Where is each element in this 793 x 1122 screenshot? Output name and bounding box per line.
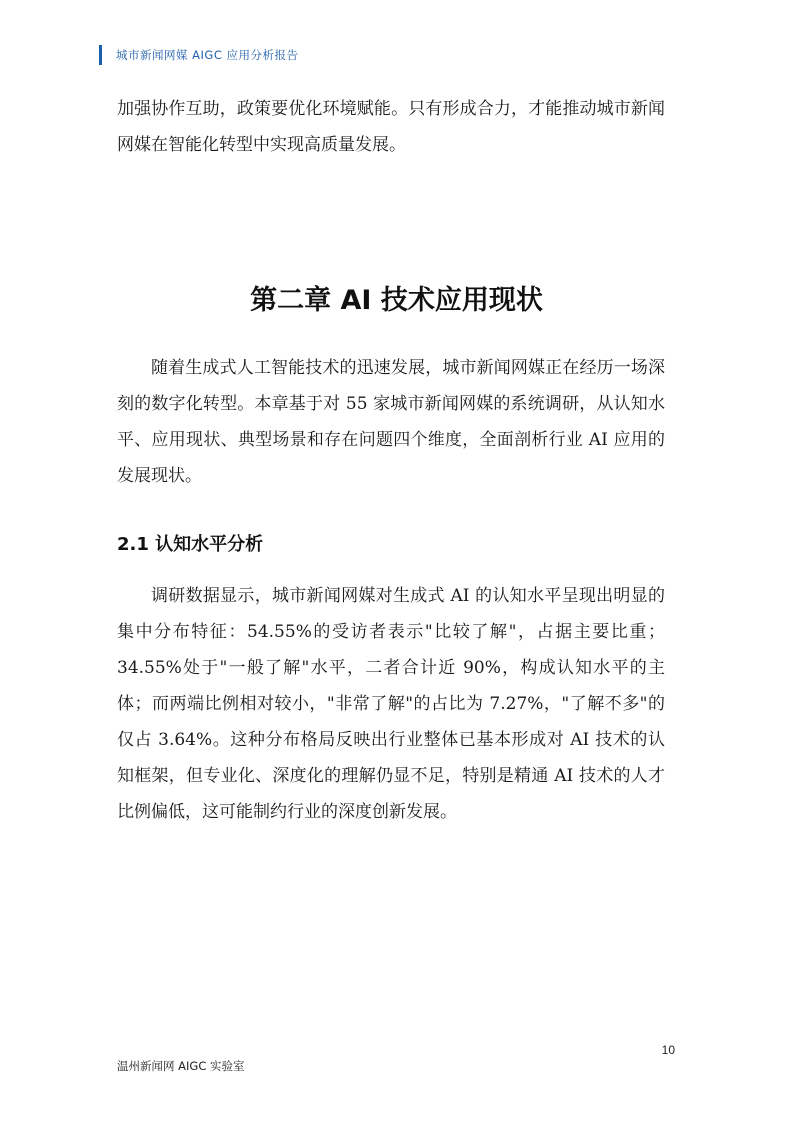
chapter-title: 第二章 AI 技术应用现状 [250, 285, 543, 316]
paragraph-intro-continuation: 加强协作互助，政策要优化环境赋能。只有形成合力，才能推动城市新闻网媒在智能化转型中实现高质量发展。 [117, 99, 665, 155]
header-accent-bar [99, 45, 102, 65]
paragraph-chapter-intro: 随着生成式人工智能技术的迅速发展，城市新闻网媒正在经历一场深刻的数字化转型。本章基于对 55 家城市新闻网媒的系统调研，从认知水平、应用现状、典型场景和存在问题四个维度，全面剖析行业 AI 应用的发展现状。 [117, 358, 665, 486]
section-title: 2.1 认知水平分析 [117, 534, 264, 555]
paragraph-section-body: 调研数据显示，城市新闻网媒对生成式 AI 的认知水平呈现出明显的集中分布特征：54.55%的受访者表示"比较了解"，占据主要比重；34.55%处于"一般了解"水平，二者合计近 90%，构成认知水平的主体；而两端比例相对较小，"非常了解"的占比为 7.27%，"了解不多"的仅占 3.64%。这种分布格局反映出行业整体已基本形成对 AI 技术的认知框架，但专业化、深度化的理解仍显不足，特别是精通 AI 技术的人才比例偏低，这可能制约行业的深度创新发展。 [117, 586, 665, 822]
page-number: 10 [661, 1043, 675, 1057]
header-title: 城市新闻网媒 AIGC 应用分析报告 [116, 48, 299, 62]
footer-org: 温州新闻网 AIGC 实验室 [117, 1059, 245, 1073]
running-header [99, 44, 299, 66]
